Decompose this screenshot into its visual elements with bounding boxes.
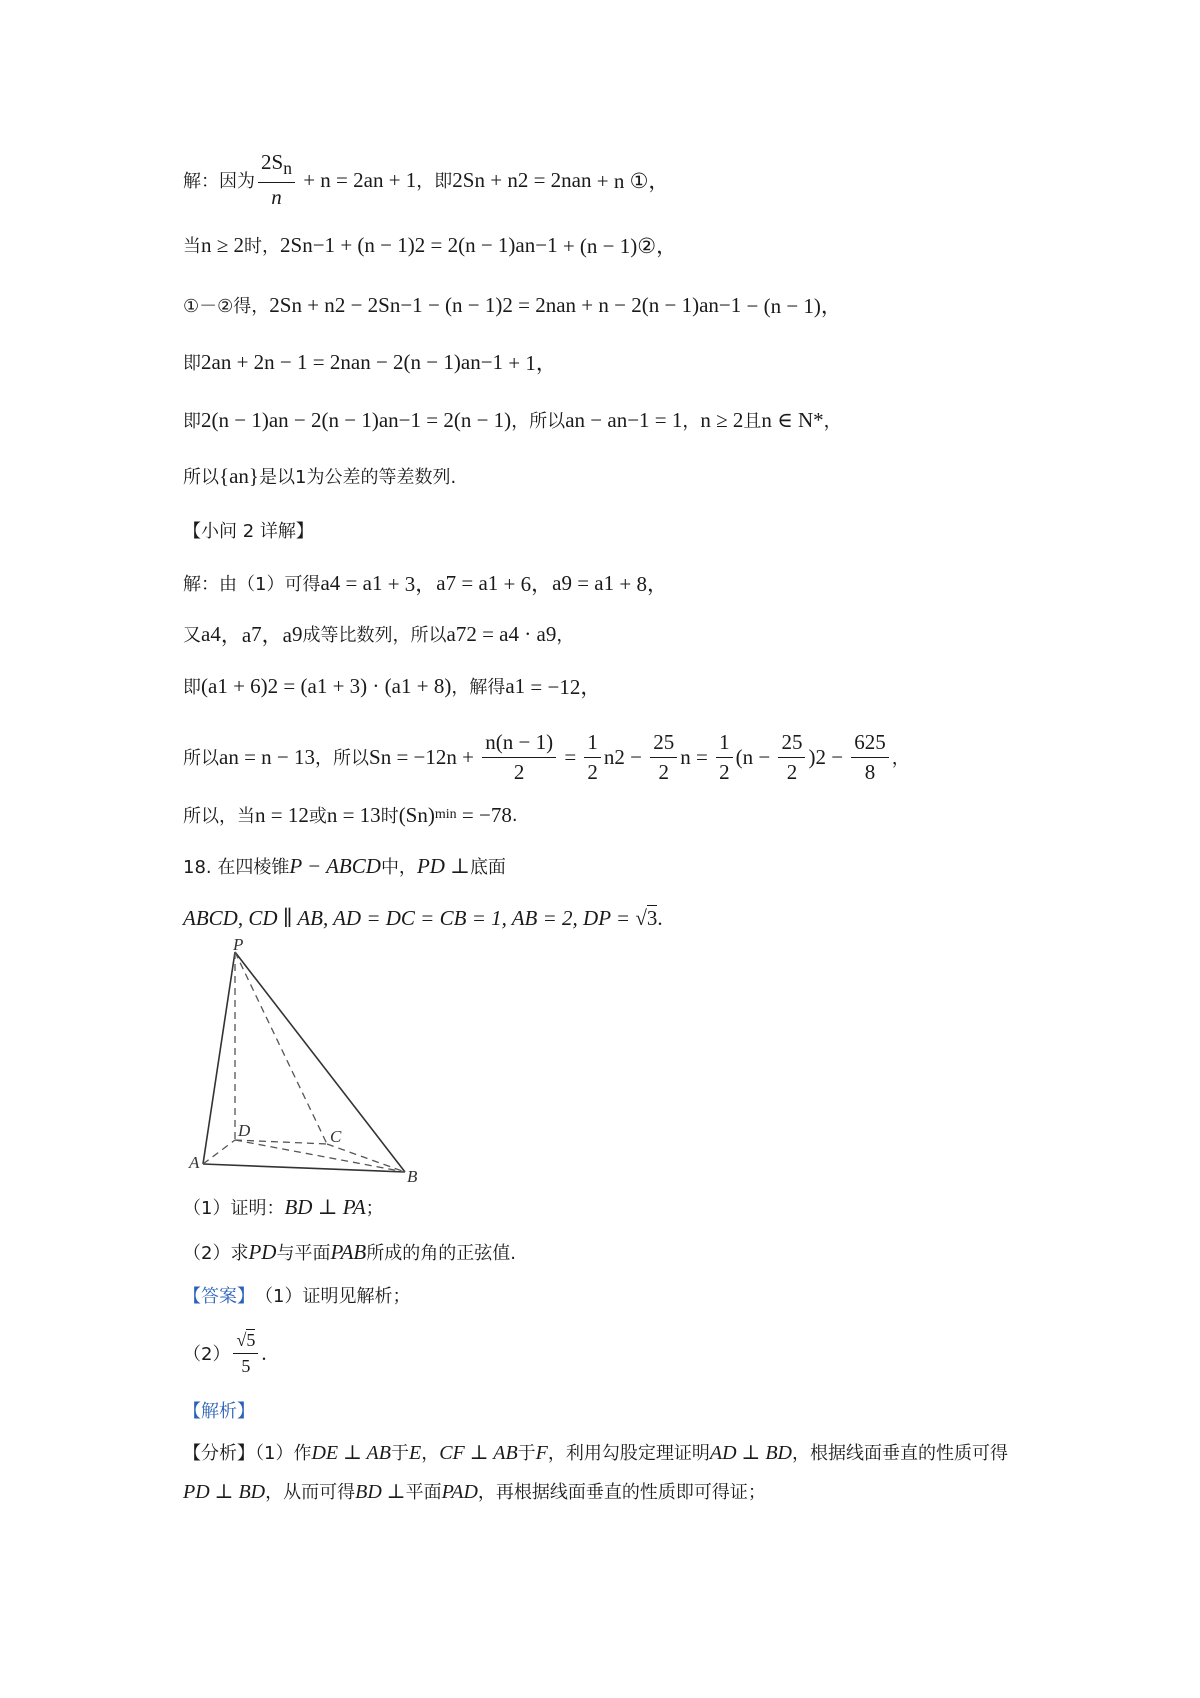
math: + n − 2(n − 1)a — [576, 292, 709, 317]
text: 平面 — [405, 1482, 442, 1503]
math: · a — [518, 621, 546, 646]
label-c: C — [330, 1127, 342, 1146]
text: ，利用勾股定理证明 — [547, 1443, 710, 1464]
label-b: B — [407, 1167, 418, 1183]
frac-den: 2 — [587, 759, 598, 784]
math: {a — [219, 463, 239, 488]
sub: 7 — [455, 621, 467, 646]
frac-num: 1 — [716, 730, 733, 758]
math: ) — [427, 802, 435, 827]
solution-line-3 — [183, 285, 842, 325]
frac-num: 2S — [261, 150, 284, 175]
math: = −78 — [456, 802, 512, 827]
math: 2a — [201, 349, 221, 374]
text: 所以，当 — [183, 806, 255, 827]
sub: n — [291, 292, 302, 317]
text: ，根据线面垂直的性质可得 — [792, 1443, 1009, 1464]
math: } — [248, 463, 259, 488]
frac-den: 8 — [864, 759, 876, 784]
math: (a — [201, 673, 218, 698]
text: （1）作 — [255, 1443, 312, 1464]
math: + (n − 1) — [335, 232, 415, 257]
math: AD ⊥ BD — [709, 1442, 793, 1464]
text: ，再根据线面垂直的性质即可得证； — [477, 1482, 766, 1503]
answer-2 — [183, 1323, 267, 1383]
math: − (n − 1) — [422, 292, 503, 317]
math: + 8， — [614, 572, 668, 596]
pyramid-figure — [185, 938, 425, 1183]
analysis-tag: 【解析】 — [183, 1401, 255, 1422]
sub: 9 — [561, 570, 572, 595]
text: 所以 — [183, 467, 219, 488]
sub: n — [417, 802, 428, 827]
math: = 2(n − 1) — [421, 407, 512, 432]
math: a — [552, 570, 562, 595]
frac-den: 2 — [513, 759, 525, 784]
math: = 2(n − 1)a — [425, 232, 525, 257]
math: = a — [476, 621, 509, 646]
text: 与平面 — [276, 1243, 331, 1264]
fraction — [584, 730, 601, 785]
math: = — [559, 744, 582, 769]
math: − — [624, 744, 648, 769]
sub: 9 — [291, 621, 303, 646]
sqrt-radicand: 3 — [646, 906, 658, 930]
text: 解：由（1）可得 — [183, 574, 321, 595]
math: + 6， — [498, 572, 553, 596]
sub: n−1 — [708, 292, 742, 317]
sqrt-sign: √ — [635, 905, 647, 930]
math: − 2S — [345, 292, 390, 317]
solution-line-10 — [183, 666, 601, 706]
math: (S — [398, 802, 418, 827]
answer-heading — [183, 1275, 410, 1315]
text: ， — [421, 1443, 440, 1464]
sub: n — [380, 744, 392, 769]
math: + n — [301, 292, 335, 317]
sub: n−1 — [524, 232, 558, 257]
sup: 2 — [502, 292, 513, 317]
sub: n — [581, 167, 592, 192]
edge-db — [235, 1140, 405, 1172]
edge-pc — [235, 952, 327, 1144]
math: ABCD, CD ∥ AB, AD = DC = CB = 1, AB = 2, DP = — [183, 905, 636, 930]
text: ； — [365, 1198, 384, 1219]
label-a: A — [189, 1153, 200, 1172]
math: ，a — [220, 623, 252, 647]
sub: 9 — [545, 621, 557, 646]
sub: 1 — [217, 673, 228, 698]
solution-line-4 — [183, 342, 557, 382]
sub: n−1 — [389, 292, 423, 317]
text: ，解得 — [451, 677, 506, 698]
frac-num: 25 — [778, 730, 805, 758]
question-1 — [183, 1187, 384, 1227]
fraction — [650, 730, 677, 785]
sup: 2 — [517, 167, 529, 192]
text: ，从而可得 — [265, 1482, 356, 1503]
sub: n−1 — [616, 407, 650, 432]
math: a — [565, 407, 575, 432]
math: = −12n + — [391, 744, 480, 769]
sub: n — [283, 158, 292, 179]
math: ) — [808, 744, 816, 769]
text: 又 — [183, 625, 201, 646]
math: + 2n − 1 = 2na — [231, 349, 361, 374]
sub: 7 — [251, 621, 262, 646]
text: 当 — [183, 236, 201, 257]
text: 所以 — [183, 748, 219, 769]
sup: 2 — [334, 292, 346, 317]
frac-num: 5 — [246, 1329, 256, 1350]
text: 所成的角的正弦值. — [366, 1243, 516, 1264]
math: n ≥ 2 — [700, 407, 744, 432]
math: = n − 13 — [238, 744, 316, 769]
math: P − ABCD — [289, 853, 381, 878]
text: 【小问 2 详解】 — [183, 521, 314, 542]
text: 于 — [517, 1443, 536, 1464]
solution-line-11 — [183, 722, 910, 792]
text: ，所以 — [511, 411, 566, 432]
math: − (n − 1)， — [741, 294, 842, 318]
math: n ∈ N* — [761, 407, 824, 432]
sub: 4 — [210, 621, 221, 646]
text: 是以1为公差的等差数列. — [259, 467, 457, 488]
sub: n — [565, 292, 577, 317]
solution-line-8 — [183, 563, 668, 603]
edge-ad — [203, 1140, 235, 1164]
sub: n — [278, 407, 289, 432]
math: + 6) — [227, 673, 268, 698]
sub: min — [434, 807, 457, 822]
math: a — [320, 570, 330, 595]
sup: 2 — [614, 744, 625, 769]
sqrt-sign: √ — [236, 1329, 247, 1350]
math: 2S — [452, 167, 475, 192]
sup: 2 — [815, 744, 826, 769]
math: PD — [248, 1239, 277, 1264]
edge-pb — [235, 952, 405, 1172]
text: ， — [556, 625, 575, 646]
sub: 1 — [487, 570, 499, 595]
math: CF ⊥ AB — [439, 1442, 518, 1464]
answer-tag: 【答案】 — [183, 1286, 255, 1307]
text: . — [511, 804, 518, 826]
math: + 1， — [503, 351, 557, 375]
text: 于 — [391, 1443, 409, 1464]
math: + (n − 1)②， — [557, 234, 678, 258]
math: S — [369, 744, 381, 769]
text: 或 — [308, 806, 327, 827]
analysis-heading — [183, 1390, 255, 1430]
sub: 1 — [371, 570, 383, 595]
math: n = — [680, 744, 714, 769]
frac-num: 1 — [584, 730, 601, 758]
math: DE ⊥ AB — [311, 1442, 391, 1464]
text: （1）证明见解析； — [255, 1286, 411, 1307]
text: 18. 在四棱锥 — [183, 857, 290, 878]
math: 2(n − 1)a — [201, 407, 279, 432]
frac-num: 25 — [650, 730, 677, 758]
problem-18-conditions — [183, 898, 663, 938]
label-d: D — [238, 1121, 251, 1140]
math: 2S — [280, 232, 303, 257]
math: + n — [484, 167, 518, 192]
frac-den: 2 — [719, 759, 730, 784]
fraction-2sn-over-n — [258, 150, 295, 209]
math: + 3) · (a — [327, 673, 401, 698]
math: a — [505, 673, 515, 698]
math: n = 12 — [255, 802, 309, 827]
frac-den: 5 — [241, 1355, 251, 1376]
solution-line-6 — [183, 456, 456, 496]
sub: 1 — [316, 673, 328, 698]
math: 2S — [269, 292, 292, 317]
sub: n — [238, 463, 249, 488]
frac-den: 2 — [786, 759, 798, 784]
sub: n−1 — [388, 407, 421, 432]
math: = 2na — [528, 167, 581, 192]
label-p: P — [233, 938, 244, 954]
math: a — [201, 621, 211, 646]
math: F — [535, 1442, 548, 1464]
sub: 1 — [603, 570, 615, 595]
edge-ab — [203, 1164, 405, 1172]
math: − 2(n − 1)a — [370, 349, 471, 374]
math: = a — [571, 570, 604, 595]
text: （1）证明： — [183, 1198, 285, 1219]
text: 【分析】 — [183, 1443, 255, 1464]
problem-18-title — [183, 846, 506, 886]
math: = a — [456, 570, 488, 595]
fraction — [716, 730, 733, 785]
text: ， — [682, 411, 701, 432]
math: + 1 — [383, 167, 417, 192]
solution-line-5 — [183, 400, 842, 440]
sub: 4 — [508, 621, 519, 646]
math: ，a — [261, 623, 292, 647]
text: 解：因为 — [183, 171, 255, 192]
frac-num: n(n − 1) — [482, 730, 556, 758]
math: a — [436, 570, 446, 595]
solution-line-12 — [183, 795, 518, 835]
sup: 2 — [466, 621, 477, 646]
math: PAB — [330, 1239, 367, 1264]
math: + n = 2a — [297, 167, 373, 192]
math: PD ⊥ — [416, 853, 470, 878]
frac-den: n — [271, 184, 282, 209]
text: 且 — [743, 411, 762, 432]
text: 时 — [380, 806, 399, 827]
math: = 2na — [512, 292, 566, 317]
solution-line-1 — [183, 150, 670, 209]
math: + n ①， — [591, 169, 670, 193]
fraction — [851, 730, 889, 785]
subquestion-2-heading — [183, 510, 314, 550]
math: + 8) — [411, 673, 452, 698]
text: ①－②得， — [183, 296, 270, 317]
sub: n — [228, 744, 239, 769]
math: BD ⊥ PA — [284, 1194, 366, 1219]
text: 即 — [183, 677, 201, 698]
sub: n−1 — [470, 349, 504, 374]
math: (n − — [735, 744, 776, 769]
sub: n — [220, 349, 232, 374]
sub: n — [360, 349, 371, 374]
math: − a — [585, 407, 617, 432]
math: = 1 — [649, 407, 683, 432]
sub: 7 — [445, 570, 457, 595]
text: 底面 — [469, 857, 506, 878]
math: PD ⊥ BD — [183, 1481, 266, 1503]
frac-num: 625 — [851, 730, 889, 758]
fraction — [778, 730, 805, 785]
text: ， — [891, 748, 910, 769]
sup: 2 — [414, 232, 426, 257]
math: . — [261, 1340, 267, 1365]
sub: n — [474, 167, 485, 192]
math: a — [446, 621, 456, 646]
math: n = 13 — [326, 802, 381, 827]
math: n — [603, 744, 615, 769]
text: 即 — [183, 353, 201, 374]
math: = −12， — [525, 675, 602, 699]
sub: 1 — [401, 673, 412, 698]
math: − — [825, 744, 849, 769]
sup: 2 — [267, 673, 279, 698]
sub: n−1 — [302, 232, 336, 257]
text: ， — [823, 411, 842, 432]
text: ，所以 — [315, 748, 370, 769]
text: 成等比数列，所以 — [302, 625, 447, 646]
math: − 2(n − 1)a — [288, 407, 389, 432]
math: PAD — [441, 1481, 478, 1503]
analysis-paragraph — [183, 1434, 1033, 1512]
fraction — [482, 730, 556, 785]
question-2 — [183, 1232, 516, 1272]
frac-den: 2 — [658, 759, 670, 784]
text: 即 — [183, 411, 201, 432]
math: = a — [340, 570, 372, 595]
math: + 3， — [382, 572, 437, 596]
solution-line-2 — [183, 225, 677, 265]
sub: n — [372, 167, 384, 192]
math: = (a — [278, 673, 317, 698]
math: E — [409, 1442, 422, 1464]
text: （2）求 — [183, 1243, 249, 1264]
text: （2） — [183, 1344, 231, 1365]
sub: 1 — [514, 673, 526, 698]
text: ，即 — [416, 171, 453, 192]
solution-line-9 — [183, 614, 574, 654]
math: . — [657, 905, 663, 930]
math: a — [219, 744, 229, 769]
math: BD ⊥ — [355, 1481, 406, 1503]
sub: n — [574, 407, 586, 432]
sub: 4 — [329, 570, 341, 595]
edge-pa — [203, 952, 235, 1164]
text: 时， — [244, 236, 281, 257]
fraction-sqrt5-over-5 — [233, 1330, 258, 1377]
math: n ≥ 2 — [201, 232, 245, 257]
text: 中， — [380, 857, 417, 878]
